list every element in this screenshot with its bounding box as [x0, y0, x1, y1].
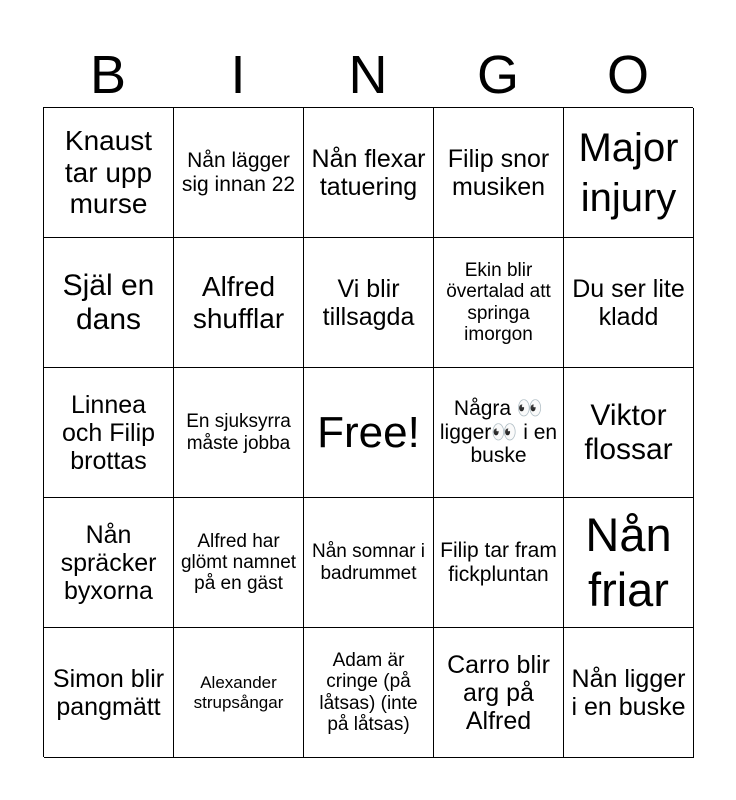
- bingo-cell[interactable]: Nån ligger i en buske: [564, 628, 694, 758]
- bingo-cell[interactable]: Major injury: [564, 108, 694, 238]
- bingo-cell[interactable]: Filip snor musiken: [434, 108, 564, 238]
- bingo-cell[interactable]: Viktor flossar: [564, 368, 694, 498]
- header-letter-n: N: [348, 45, 388, 105]
- bingo-cell[interactable]: Själ en dans: [44, 238, 174, 368]
- bingo-cell[interactable]: Alfred shufflar: [174, 238, 304, 368]
- bingo-cell[interactable]: Du ser lite kladd: [564, 238, 694, 368]
- bingo-cell[interactable]: Ekin blir övertalad att springa imorgon: [434, 238, 564, 368]
- header-letter-o: O: [606, 45, 649, 105]
- bingo-cell[interactable]: Nån somnar i badrummet: [304, 498, 434, 628]
- bingo-header: [43, 42, 693, 108]
- bingo-cell[interactable]: Filip tar fram fickpluntan: [434, 498, 564, 628]
- bingo-cell[interactable]: Nån spräcker byxorna: [44, 498, 174, 628]
- header-letter-i: I: [230, 45, 246, 105]
- bingo-cell[interactable]: Nån friar: [564, 498, 694, 628]
- bingo-cell[interactable]: Alfred har glömt namnet på en gäst: [174, 498, 304, 628]
- bingo-grid: [43, 107, 693, 757]
- free-cell[interactable]: Free!: [304, 368, 434, 498]
- bingo-cell[interactable]: Vi blir tillsagda: [304, 238, 434, 368]
- bingo-cell[interactable]: Knaust tar upp murse: [44, 108, 174, 238]
- bingo-cell[interactable]: En sjuksyrra måste jobba: [174, 368, 304, 498]
- bingo-cell[interactable]: Simon blir pangmätt: [44, 628, 174, 758]
- header-letter-g: G: [476, 45, 519, 105]
- bingo-cell[interactable]: Alexander strupsångar: [174, 628, 304, 758]
- bingo-cell[interactable]: Nån lägger sig innan 22: [174, 108, 304, 238]
- bingo-cell[interactable]: Adam är cringe (på låtsas) (inte på låtsas): [304, 628, 434, 758]
- bingo-cell[interactable]: Nån flexar tatuering: [304, 108, 434, 238]
- bingo-cell[interactable]: Linnea och Filip brottas: [44, 368, 174, 498]
- header-letter-b: B: [89, 45, 127, 105]
- bingo-cell[interactable]: Carro blir arg på Alfred: [434, 628, 564, 758]
- bingo-cell[interactable]: Några 👀 ligger👀 i en buske: [434, 368, 564, 498]
